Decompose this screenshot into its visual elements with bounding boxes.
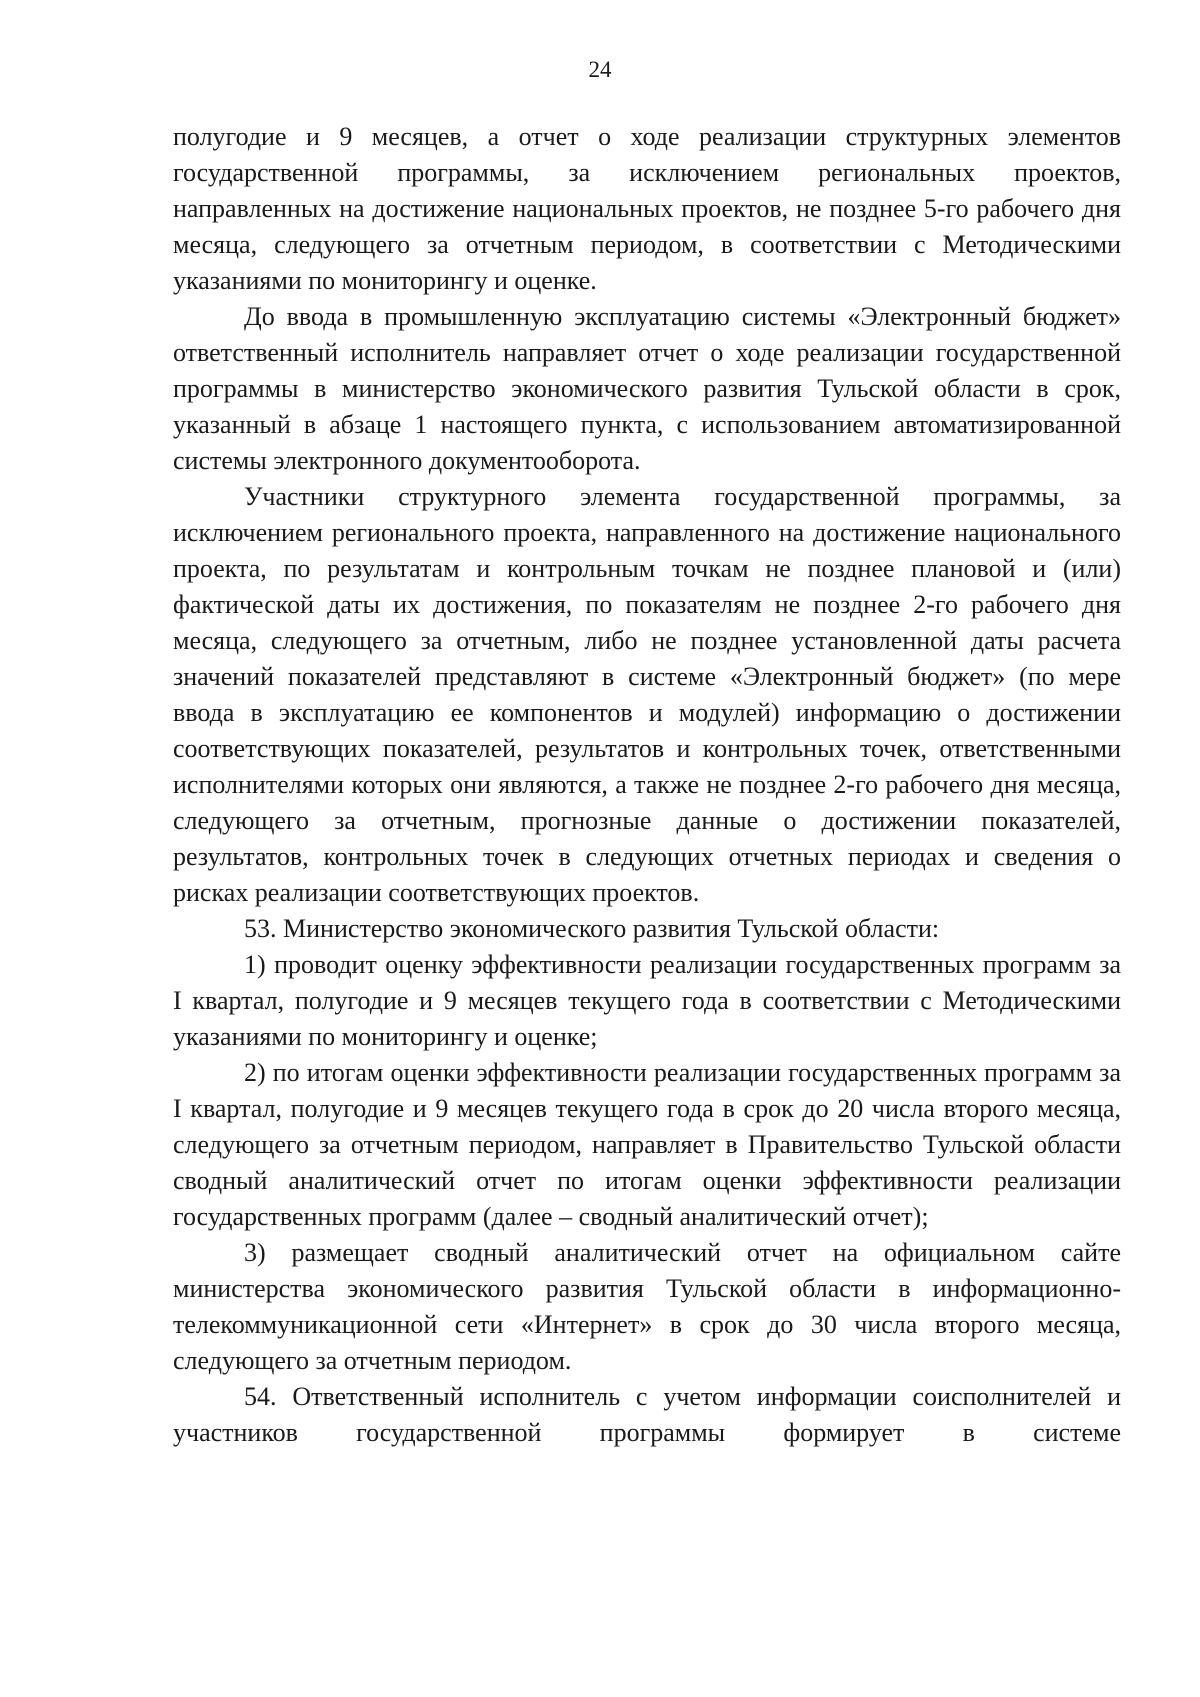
- paragraph-54: 54. Ответственный исполнитель с учетом информации соисполнителей и участников государственной программы формирует в системе: [173, 1382, 1121, 1447]
- section-heading-53: 53. Министерство экономического развития Тульской области:: [244, 914, 940, 943]
- list-item-1: 1) проводит оценку эффективности реализации государственных программ за I квартал, полугодие и 9 месяцев текущего года в соответствии с Методическими указаниями по мониторингу и оценке;: [173, 950, 1121, 1051]
- paragraph: До ввода в промышленную эксплуатацию системы «Электронный бюджет» ответственный исполнитель направляет отчет о ходе реализации государственной программы в министерство экономического развития Тульской области в срок, указанный в абзаце 1 настоящего пункта, с использованием автоматизированной системы электронного документооборота.: [173, 302, 1121, 475]
- paragraph: Участники структурного элемента государственной программы, за исключением регионального проекта, направленного на достижение национального проекта, по результатам и контрольным точкам не позднее плановой и (или) фактической даты их достижения, по показателям не позднее 2-го рабочего дня месяца, следующего за отчетным, либо не позднее установленной даты расчета значений показателей представляют в системе «Электронный бюджет» (по мере ввода в эксплуатацию ее компонентов и модулей) информацию о достижении соответствующих показателей, результатов и контрольных точек, ответственными исполнителями которых они являются, а также не позднее 2-го рабочего дня месяца, следующего за отчетным, прогнозные данные о достижении показателей, результатов, контрольных точек в следующих отчетных периодах и сведения о рисках реализации соответствующих проектов.: [173, 482, 1121, 907]
- list-item-3: 3) размещает сводный аналитический отчет на официальном сайте министерства экономического развития Тульской области в информационно-телекоммуникационной сети «Интернет» в срок до 30 числа второго месяца, следующего за отчетным периодом.: [173, 1238, 1121, 1375]
- list-item-2: 2) по итогам оценки эффективности реализации государственных программ за I квартал, полугодие и 9 месяцев текущего года в срок до 20 числа второго месяца, следующего за отчетным периодом, направляет в Правительство Тульской области сводный аналитический отчет по итогам оценки эффективности реализации государственных программ (далее – сводный аналитический отчет);: [173, 1058, 1121, 1231]
- document-body: [173, 119, 1121, 1451]
- paragraph-continued: полугодие и 9 месяцев, а отчет о ходе реализации структурных элементов государственной программы, за исключением региональных проектов, направленных на достижение национальных проектов, не позднее 5-го рабочего дня месяца, следующего за отчетным периодом, в соответствии с Методическими указаниями по мониторингу и оценке.: [173, 122, 1121, 295]
- page-number: 24: [588, 57, 612, 82]
